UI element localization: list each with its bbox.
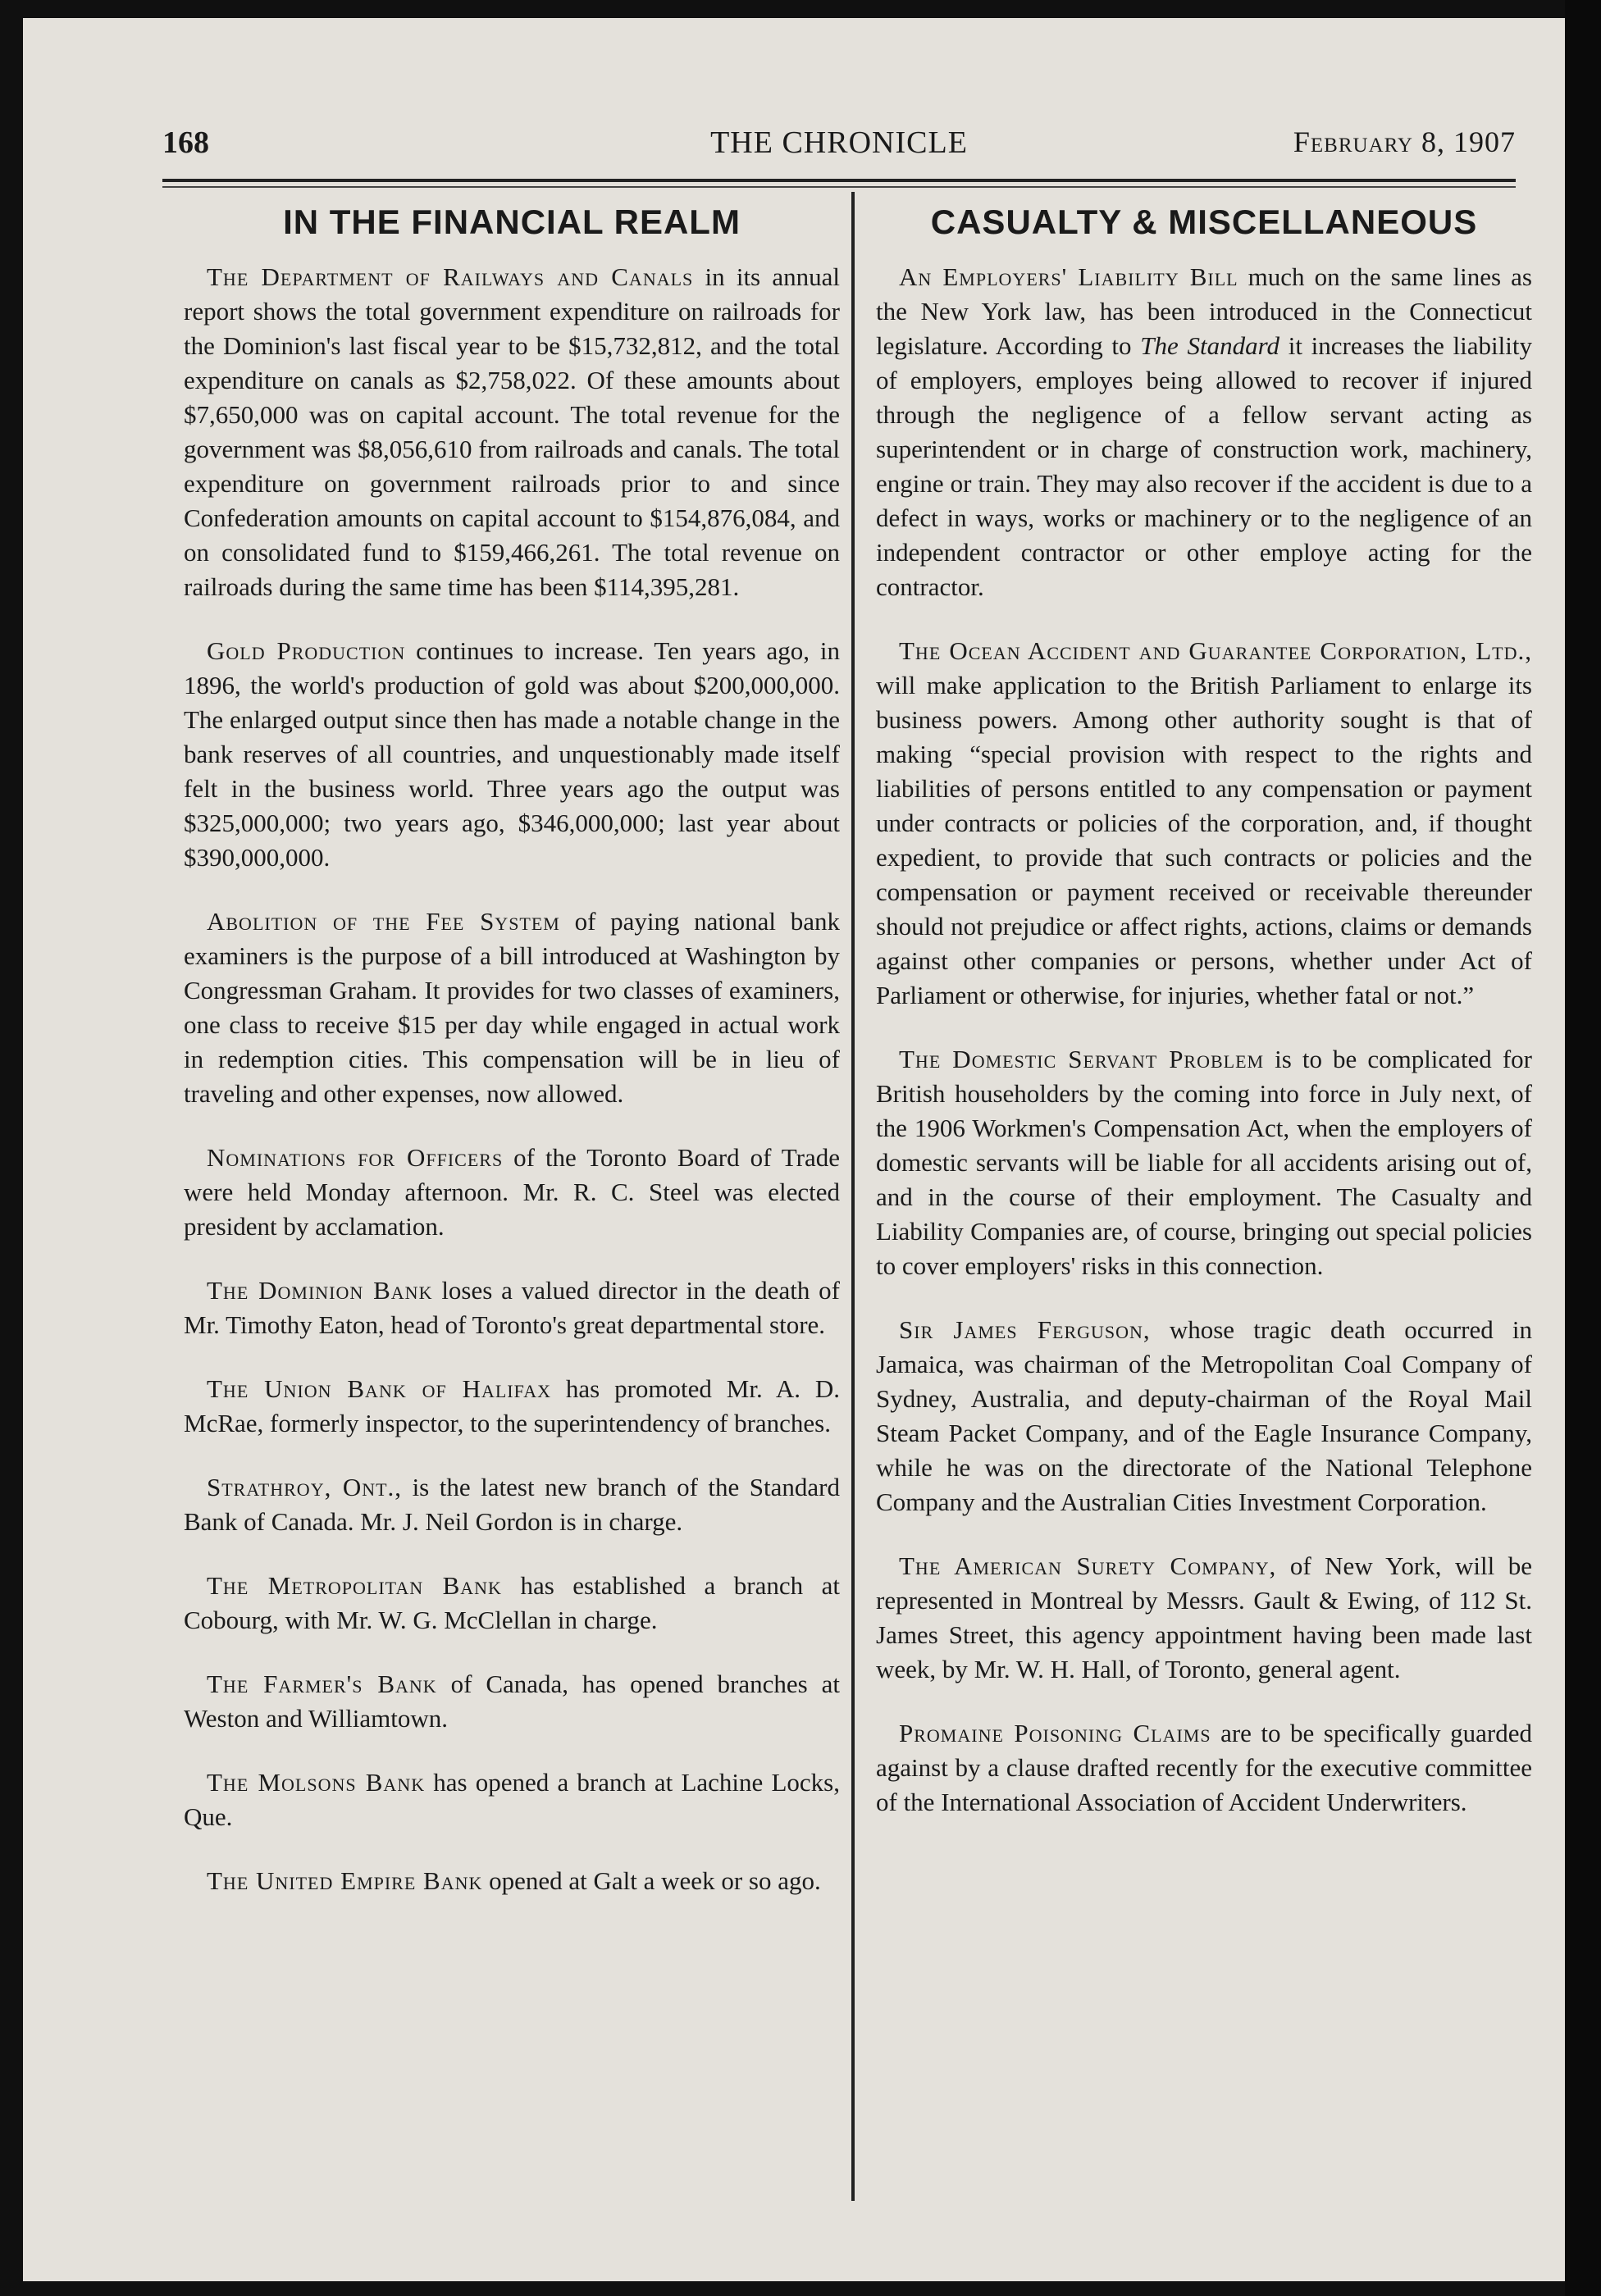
article-text: has established a branch at Cobourg, with Mr. W. G. McClellan in charge. xyxy=(184,1571,840,1634)
article-lead: The Farmer's Bank xyxy=(207,1670,437,1698)
article-ocean-accident xyxy=(876,634,1532,1013)
article-text: of the Toronto Board of Trade were held Monday afternoon. Mr. R. C. Steel was elected president by acclamation. xyxy=(184,1143,840,1241)
article-nominations xyxy=(184,1141,840,1244)
article-text: of Canada, has opened branches at Weston and Williamtown. xyxy=(184,1670,840,1733)
article-lead: The Union Bank of Halifax xyxy=(207,1374,552,1403)
article-text: are to be specifically guarded against by a clause drafted recently for the executive committee of the International Association of Accident Underwriters. xyxy=(876,1719,1532,1816)
right-column xyxy=(876,203,1532,1849)
article-lead: Gold Production xyxy=(207,636,406,665)
article-metropolitan-bank xyxy=(184,1569,840,1638)
column-divider xyxy=(851,192,855,2201)
publication-title: THE CHRONICLE xyxy=(710,125,968,160)
article-lead: The Ocean Accident and Guarantee Corporation, Ltd., xyxy=(899,636,1532,665)
article-promaine-poisoning xyxy=(876,1716,1532,1820)
article-lead: Abolition of the Fee System xyxy=(207,907,560,936)
header-rule xyxy=(162,179,1516,182)
left-column xyxy=(184,203,840,1928)
article-lead: The Metropolitan Bank xyxy=(207,1571,502,1600)
newspaper-page xyxy=(23,18,1565,2281)
article-farmers-bank xyxy=(184,1667,840,1736)
section-heading-casualty: CASUALTY & MISCELLANEOUS xyxy=(930,203,1478,241)
article-lead: An Employers' Liability Bill xyxy=(899,262,1238,291)
article-italic-title: The Standard xyxy=(1140,331,1279,360)
article-text: is the latest new branch of the Standard Bank of Canada. Mr. J. Neil Gordon is in charge. xyxy=(184,1473,840,1536)
article-lead: The United Empire Bank xyxy=(207,1866,483,1895)
article-text: it increases the liability of employers, employes being allowed to recover if injured through the negligence of a fellow servant acting as superintendent or in charge of construction work, machinery, engine or train. They may also recover if the accident is due to a defect in ways, works or machinery or to the negligence of an independent contractor or other employe acting for the contractor. xyxy=(876,331,1532,601)
article-text: is to be complicated for British householders by the coming into force in July next, of the 1906 Workmen's Compensation Act, when the employers of domestic servants will be liable for all accidents arising out of, and in the course of their employment. The Casualty and Liability Companies are, of course, bringing out special policies to cover employers' risks in this connection. xyxy=(876,1045,1532,1280)
article-text: of paying national bank examiners is the purpose of a bill introduced at Washington by Congressman Graham. It provides for two classes of examiners, one class to receive $15 per day while engaged in actual work in redemption cities. This compensation will be in lieu of traveling and other expenses, now allowed. xyxy=(184,907,840,1108)
article-lead: The Domestic Servant Problem xyxy=(899,1045,1265,1073)
section-heading-financial: IN THE FINANCIAL REALM xyxy=(283,203,741,241)
article-employers-liability xyxy=(876,260,1532,604)
article-fee-system xyxy=(184,904,840,1111)
article-lead: Nominations for Officers xyxy=(207,1143,504,1172)
article-railways-canals xyxy=(184,260,840,604)
article-text: opened at Galt a week or so ago. xyxy=(482,1866,821,1895)
article-text: of New York, will be represented in Montreal by Messrs. Gault & Ewing, of 112 St. James Street, this agency appointment having been made last week, by Mr. W. H. Hall, of Toronto, general agent. xyxy=(876,1551,1532,1683)
article-american-surety xyxy=(876,1549,1532,1687)
article-molsons-bank xyxy=(184,1765,840,1834)
running-head xyxy=(162,125,1516,164)
article-domestic-servant xyxy=(876,1042,1532,1283)
article-text: much on the same lines as the New York law, has been introduced in the Connecticut legislature. According to xyxy=(876,262,1532,360)
article-lead: Strathroy, Ont., xyxy=(207,1473,403,1501)
page-number: 168 xyxy=(162,125,209,160)
article-lead: Promaine Poisoning Claims xyxy=(899,1719,1211,1747)
article-lead: The American Surety Company, xyxy=(899,1551,1277,1580)
article-dominion-bank xyxy=(184,1273,840,1342)
scan-edge xyxy=(1565,0,1601,2296)
article-james-ferguson xyxy=(876,1313,1532,1519)
article-text: continues to increase. Ten years ago, in 1896, the world's production of gold was about $200,000,000. The enlarged output since then has made a notable change in the bank reserves of all countries, and unquestionably made itself felt in the business world. Three years ago the output was $325,000,000; two years ago, $346,000,000; last year about $390,000,000. xyxy=(184,636,840,872)
article-lead: The Dominion Bank xyxy=(207,1276,433,1305)
article-lead: The Department of Railways and Canals xyxy=(207,262,694,291)
article-text: has opened a branch at Lachine Locks, Que. xyxy=(184,1768,840,1831)
article-lead: The Molsons Bank xyxy=(207,1768,426,1797)
article-united-empire-bank xyxy=(184,1864,840,1898)
header-rule-thin xyxy=(162,186,1516,188)
article-text: loses a valued director in the death of Mr. Timothy Eaton, head of Toronto's great departmental store. xyxy=(184,1276,840,1339)
article-text: in its annual report shows the total government expenditure on railroads for the Dominion's last fiscal year to be $15,732,812, and the total expenditure on canals as $2,758,022. Of these amounts about $7,650,000 was on capital account. The total revenue for the government was $8,056,610 from railroads and canals. The total expenditure on government railroads prior to and since Confederation amounts on capital account to $154,876,084, and on consolidated fund to $159,466,261. The total revenue on railroads during the same time has been $114,395,281. xyxy=(184,262,840,601)
article-lead: Sir James Ferguson, xyxy=(899,1315,1151,1344)
article-union-bank xyxy=(184,1372,840,1441)
article-text: whose tragic death occurred in Jamaica, was chairman of the Metropolitan Coal Company of Sydney, Australia, and deputy-chairman of the Royal Mail Steam Packet Company, and of the Eagle Insurance Company, while he was on the directorate of the National Telephone Company and the Australian Cities Investment Corporation. xyxy=(876,1315,1532,1516)
article-gold-production xyxy=(184,634,840,875)
issue-date: February 8, 1907 xyxy=(1293,125,1516,158)
article-strathroy xyxy=(184,1470,840,1539)
article-text: has promoted Mr. A. D. McRae, formerly inspector, to the superintendency of branches. xyxy=(184,1374,840,1437)
article-text: will make application to the British Parliament to enlarge its business powers. Among other authority sought is that of making “special provision with respect to the rights and liabilities of persons entitled to any compensation or payment under contracts or policies of the corporation, and, if thought expedient, to provide that such contracts or policies and the compensation or payment received or receivable thereunder should not prejudice or affect rights, actions, claims or demands against other companies or persons, whether under Act of Parliament or otherwise, for injuries, whether fatal or not.” xyxy=(876,671,1532,1009)
